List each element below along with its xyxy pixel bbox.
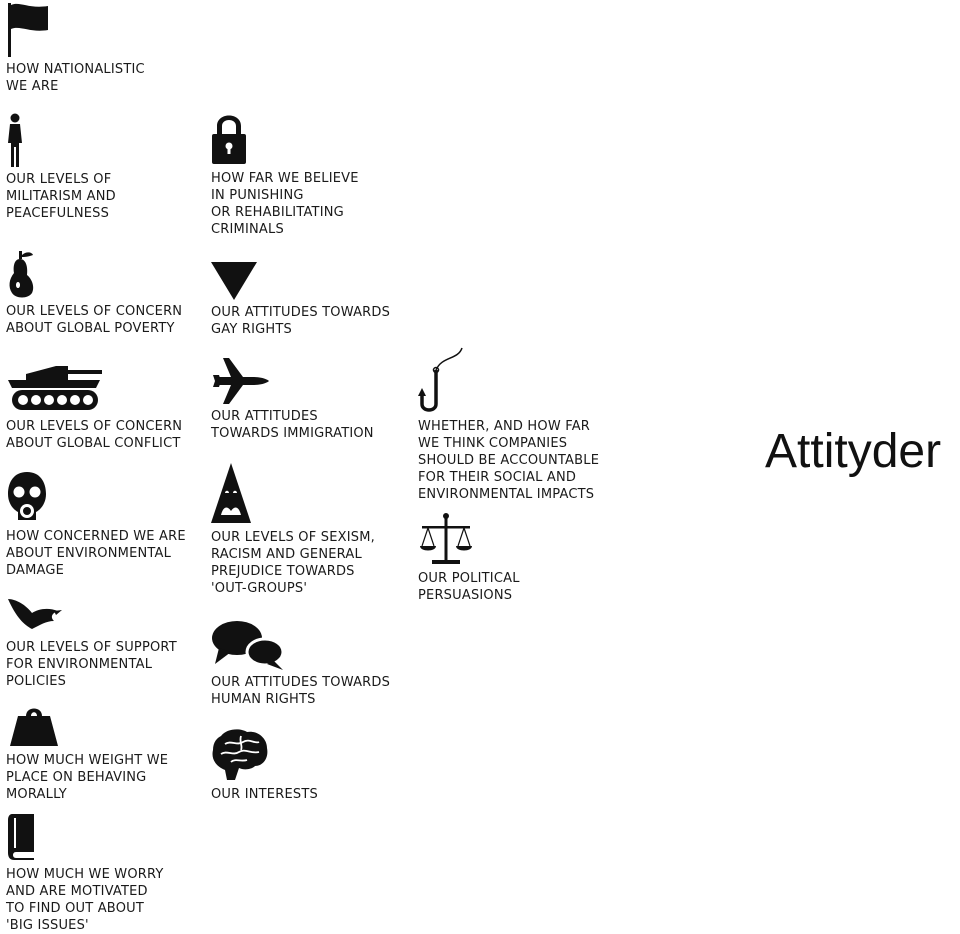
item-label: OUR POLITICAL PERSUASIONS — [418, 571, 520, 603]
item-immigration — [211, 358, 374, 442]
item-prejudice — [211, 463, 375, 597]
speech-bubbles-icon — [211, 620, 390, 670]
item-nationalistic — [6, 3, 145, 95]
padlock-icon — [211, 112, 359, 166]
hood-icon — [211, 463, 375, 525]
item-label: OUR LEVELS OF CONCERN ABOUT GLOBAL POVERTY — [6, 304, 183, 336]
item-big-issues — [6, 812, 164, 934]
fishhook-icon — [418, 346, 599, 414]
item-label: OUR ATTITUDES TOWARDS GAY RIGHTS — [211, 305, 391, 337]
tank-icon — [6, 360, 182, 414]
item-label: HOW NATIONALISTIC WE ARE — [6, 62, 145, 94]
flag-icon — [6, 3, 145, 57]
item-environmental-damage — [6, 470, 186, 579]
item-conflict — [6, 360, 182, 452]
item-environmental-policies — [6, 595, 177, 690]
airplane-icon — [211, 358, 374, 404]
item-label: HOW MUCH WEIGHT WE PLACE ON BEHAVING MORALLY — [6, 753, 169, 802]
gas-mask-icon — [6, 470, 186, 524]
brain-icon — [211, 728, 318, 782]
item-companies-accountable — [418, 346, 599, 503]
soldier-icon — [6, 113, 116, 167]
book-icon — [6, 812, 164, 862]
item-label: HOW FAR WE BELIEVE IN PUNISHING OR REHABILITATING CRIMINALS — [211, 171, 359, 237]
page-title: Attityder — [765, 425, 942, 478]
item-label: OUR LEVELS OF SUPPORT FOR ENVIRONMENTAL POLICIES — [6, 640, 177, 689]
bird-icon — [6, 595, 177, 635]
item-interests — [211, 728, 318, 803]
item-label: OUR ATTITUDES TOWARDS HUMAN RIGHTS — [211, 675, 391, 707]
pear-icon — [6, 249, 182, 299]
weight-icon — [6, 700, 168, 748]
item-label: OUR LEVELS OF SEXISM, RACISM AND GENERAL PREJUDICE TOWARDS 'OUT-GROUPS' — [211, 530, 375, 596]
item-label: WHETHER, AND HOW FAR WE THINK COMPANIES SHOULD BE ACCOUNTABLE FOR THEIR SOCIAL AND ENVIRONMENTAL IMPACTS — [418, 419, 600, 502]
item-political-persuasions — [418, 512, 520, 604]
item-label: OUR LEVELS OF MILITARISM AND PEACEFULNESS — [6, 172, 116, 221]
triangle-icon — [211, 262, 390, 300]
item-human-rights — [211, 620, 390, 708]
item-label: OUR ATTITUDES TOWARDS IMMIGRATION — [211, 409, 374, 441]
item-label: HOW CONCERNED WE ARE ABOUT ENVIRONMENTAL DAMAGE — [6, 529, 186, 578]
item-gay-rights — [211, 262, 390, 338]
item-label: HOW MUCH WE WORRY AND ARE MOTIVATED TO FIND OUT ABOUT 'BIG ISSUES' — [6, 867, 164, 933]
scales-icon — [418, 512, 520, 566]
item-moral-weight — [6, 700, 168, 803]
item-poverty — [6, 249, 182, 337]
item-label: OUR INTERESTS — [211, 787, 318, 802]
item-militarism — [6, 113, 116, 222]
item-criminals — [211, 112, 359, 238]
item-label: OUR LEVELS OF CONCERN ABOUT GLOBAL CONFLICT — [6, 419, 183, 451]
